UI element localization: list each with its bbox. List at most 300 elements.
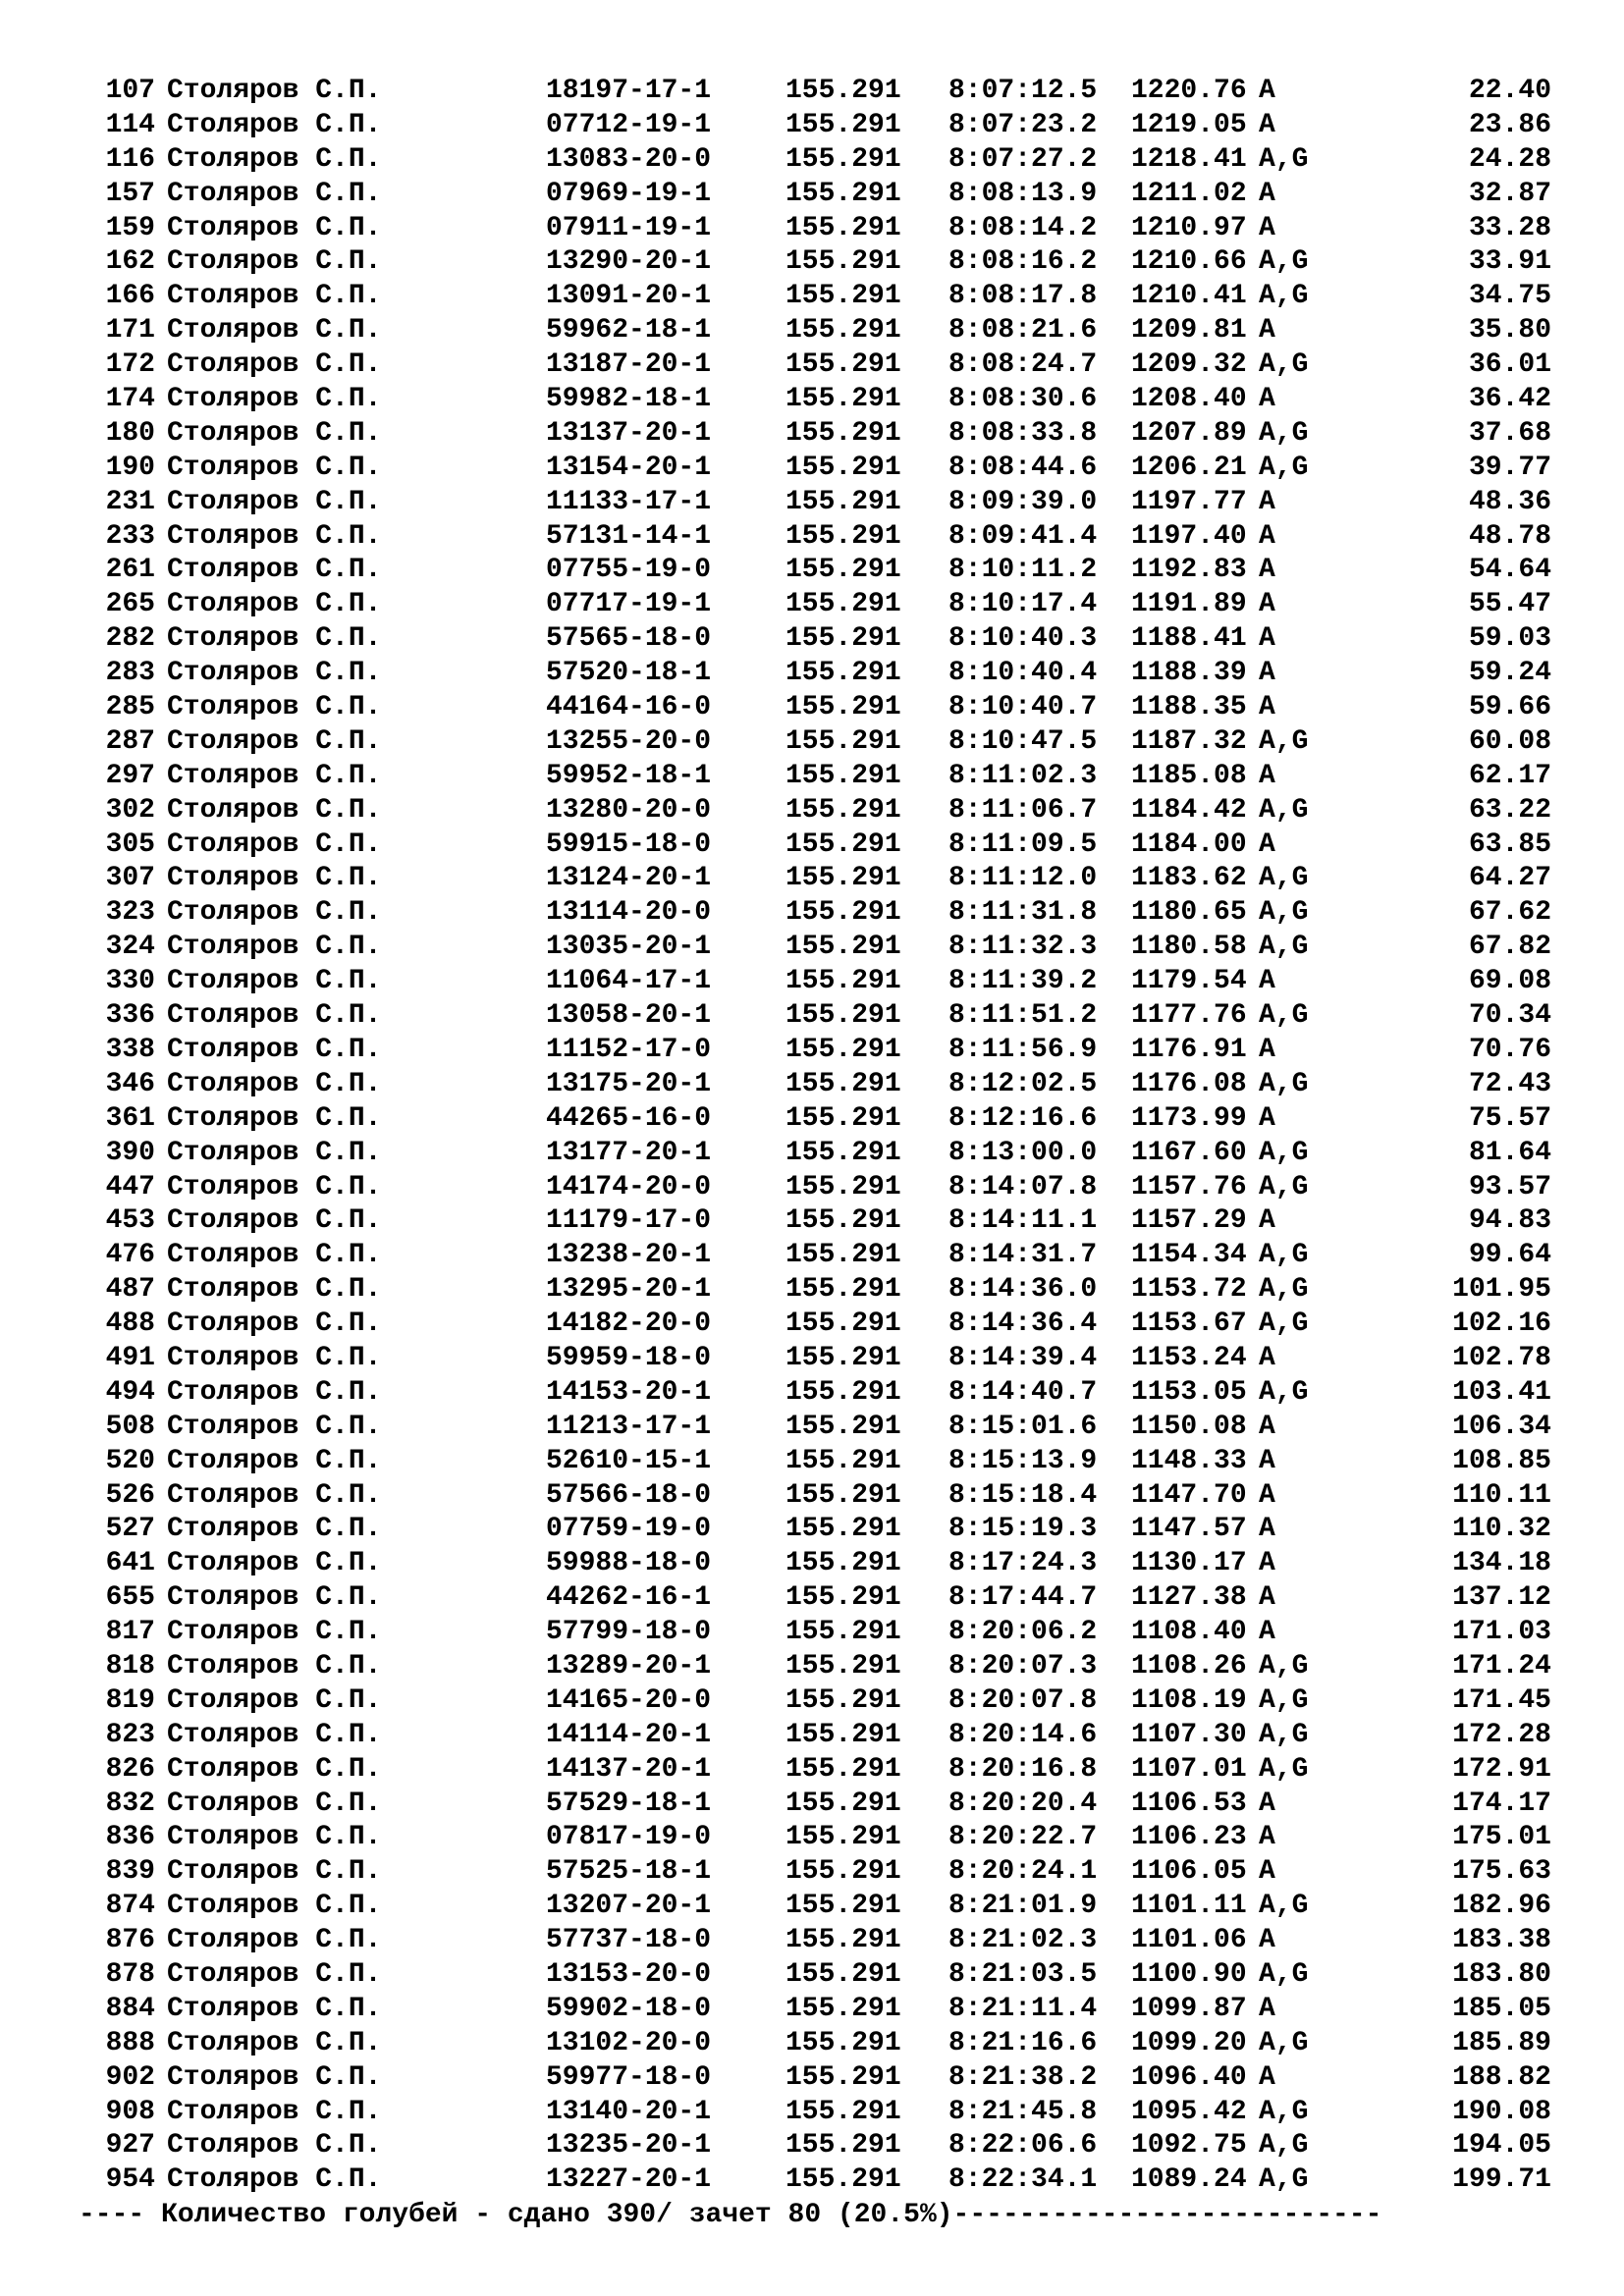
coefficient-cell: 103.41 xyxy=(1452,1376,1551,1408)
arrival-time-cell: 8:11:39.2 xyxy=(948,966,1098,997)
place-cell: 285 xyxy=(105,692,155,723)
flags-cell: A,G xyxy=(1259,2164,1309,2196)
ring-number-cell: 57131-14-1 xyxy=(546,520,712,552)
place-cell: 390 xyxy=(105,1137,155,1168)
speed-cell: 1180.58 xyxy=(1131,932,1247,963)
distance-cell: 155.291 xyxy=(785,1376,901,1408)
table-row xyxy=(0,2061,1624,2096)
name-cell: Столяров С.П. xyxy=(167,2130,382,2162)
distance-cell: 155.291 xyxy=(785,1582,901,1614)
arrival-time-cell: 8:13:00.0 xyxy=(948,1137,1098,1168)
name-cell: Столяров С.П. xyxy=(167,2061,382,2093)
place-cell: 361 xyxy=(105,1102,155,1134)
flags-cell: A xyxy=(1259,1582,1275,1614)
coefficient-cell: 75.57 xyxy=(1468,1102,1551,1134)
name-cell: Столяров С.П. xyxy=(167,1822,382,1853)
flags-cell: A xyxy=(1259,1102,1275,1134)
arrival-time-cell: 8:21:45.8 xyxy=(948,2096,1098,2127)
arrival-time-cell: 8:08:33.8 xyxy=(948,417,1098,449)
arrival-time-cell: 8:14:39.4 xyxy=(948,1342,1098,1373)
place-cell: 908 xyxy=(105,2096,155,2127)
coefficient-cell: 35.80 xyxy=(1468,315,1551,347)
ring-number-cell: 13124-20-1 xyxy=(546,863,712,894)
table-row xyxy=(0,896,1624,931)
coefficient-cell: 36.01 xyxy=(1468,349,1551,381)
arrival-time-cell: 8:11:12.0 xyxy=(948,863,1098,894)
speed-cell: 1207.89 xyxy=(1131,417,1247,449)
speed-cell: 1184.00 xyxy=(1131,828,1247,860)
results-table xyxy=(0,75,1624,2198)
ring-number-cell: 13280-20-0 xyxy=(546,794,712,826)
table-row xyxy=(0,1788,1624,1822)
coefficient-cell: 64.27 xyxy=(1468,863,1551,894)
arrival-time-cell: 8:11:31.8 xyxy=(948,897,1098,929)
coefficient-cell: 23.86 xyxy=(1468,109,1551,140)
distance-cell: 155.291 xyxy=(785,1856,901,1888)
table-row xyxy=(0,828,1624,863)
ring-number-cell: 13153-20-0 xyxy=(546,1958,712,1990)
distance-cell: 155.291 xyxy=(785,2061,901,2093)
ring-number-cell: 13114-20-0 xyxy=(546,897,712,929)
coefficient-cell: 137.12 xyxy=(1452,1582,1551,1614)
arrival-time-cell: 8:14:11.1 xyxy=(948,1205,1098,1237)
flags-cell: A,G xyxy=(1259,2130,1309,2162)
speed-cell: 1179.54 xyxy=(1131,966,1247,997)
flags-cell: A,G xyxy=(1259,1274,1309,1306)
coefficient-cell: 183.38 xyxy=(1452,1925,1551,1956)
distance-cell: 155.291 xyxy=(785,1445,901,1476)
speed-cell: 1148.33 xyxy=(1131,1445,1247,1476)
name-cell: Столяров С.П. xyxy=(167,725,382,757)
name-cell: Столяров С.П. xyxy=(167,2027,382,2058)
table-row xyxy=(0,1993,1624,2027)
place-cell: 261 xyxy=(105,555,155,586)
flags-cell: A,G xyxy=(1259,1958,1309,1990)
distance-cell: 155.291 xyxy=(785,1650,901,1682)
speed-cell: 1147.57 xyxy=(1131,1514,1247,1545)
name-cell: Столяров С.П. xyxy=(167,178,382,209)
name-cell: Столяров С.П. xyxy=(167,1925,382,1956)
name-cell: Столяров С.П. xyxy=(167,2096,382,2127)
distance-cell: 155.291 xyxy=(785,1411,901,1442)
table-row xyxy=(0,1821,1624,1855)
table-row xyxy=(0,2096,1624,2130)
distance-cell: 155.291 xyxy=(785,281,901,312)
place-cell: 884 xyxy=(105,1993,155,2024)
flags-cell: A xyxy=(1259,1034,1275,1065)
arrival-time-cell: 8:08:44.6 xyxy=(948,452,1098,483)
place-cell: 159 xyxy=(105,212,155,243)
place-cell: 323 xyxy=(105,897,155,929)
arrival-time-cell: 8:15:18.4 xyxy=(948,1479,1098,1511)
ring-number-cell: 57799-18-0 xyxy=(546,1617,712,1648)
name-cell: Столяров С.П. xyxy=(167,897,382,929)
arrival-time-cell: 8:20:07.3 xyxy=(948,1650,1098,1682)
name-cell: Столяров С.П. xyxy=(167,1274,382,1306)
place-cell: 282 xyxy=(105,623,155,655)
ring-number-cell: 14182-20-0 xyxy=(546,1308,712,1340)
ring-number-cell: 44262-16-1 xyxy=(546,1582,712,1614)
flags-cell: A xyxy=(1259,1445,1275,1476)
ring-number-cell: 57565-18-0 xyxy=(546,623,712,655)
flags-cell: A,G xyxy=(1259,1753,1309,1785)
speed-cell: 1209.81 xyxy=(1131,315,1247,347)
place-cell: 527 xyxy=(105,1514,155,1545)
name-cell: Столяров С.П. xyxy=(167,1068,382,1099)
arrival-time-cell: 8:09:39.0 xyxy=(948,486,1098,517)
table-row xyxy=(0,657,1624,691)
ring-number-cell: 13207-20-1 xyxy=(546,1891,712,1922)
flags-cell: A xyxy=(1259,692,1275,723)
speed-cell: 1092.75 xyxy=(1131,2130,1247,2162)
ring-number-cell: 57737-18-0 xyxy=(546,1925,712,1956)
arrival-time-cell: 8:14:36.0 xyxy=(948,1274,1098,1306)
name-cell: Столяров С.П. xyxy=(167,1753,382,1785)
table-row xyxy=(0,1547,1624,1581)
arrival-time-cell: 8:21:01.9 xyxy=(948,1891,1098,1922)
table-row xyxy=(0,1171,1624,1205)
arrival-time-cell: 8:20:20.4 xyxy=(948,1788,1098,1819)
arrival-time-cell: 8:07:27.2 xyxy=(948,143,1098,175)
table-row xyxy=(0,520,1624,555)
flags-cell: A,G xyxy=(1259,1684,1309,1716)
speed-cell: 1154.34 xyxy=(1131,1240,1247,1271)
distance-cell: 155.291 xyxy=(785,384,901,415)
flags-cell: A xyxy=(1259,1514,1275,1545)
distance-cell: 155.291 xyxy=(785,863,901,894)
place-cell: 180 xyxy=(105,417,155,449)
place-cell: 839 xyxy=(105,1856,155,1888)
place-cell: 874 xyxy=(105,1891,155,1922)
table-row xyxy=(0,691,1624,725)
name-cell: Столяров С.П. xyxy=(167,863,382,894)
speed-cell: 1185.08 xyxy=(1131,760,1247,791)
coefficient-cell: 199.71 xyxy=(1452,2164,1551,2196)
speed-cell: 1167.60 xyxy=(1131,1137,1247,1168)
name-cell: Столяров С.П. xyxy=(167,692,382,723)
distance-cell: 155.291 xyxy=(785,932,901,963)
distance-cell: 155.291 xyxy=(785,1102,901,1134)
coefficient-cell: 36.42 xyxy=(1468,384,1551,415)
speed-cell: 1211.02 xyxy=(1131,178,1247,209)
flags-cell: A,G xyxy=(1259,1719,1309,1750)
name-cell: Столяров С.П. xyxy=(167,1684,382,1716)
distance-cell: 155.291 xyxy=(785,828,901,860)
table-row xyxy=(0,1958,1624,1993)
coefficient-cell: 185.05 xyxy=(1452,1993,1551,2024)
name-cell: Столяров С.П. xyxy=(167,760,382,791)
arrival-time-cell: 8:21:16.6 xyxy=(948,2027,1098,2058)
name-cell: Столяров С.П. xyxy=(167,520,382,552)
coefficient-cell: 59.66 xyxy=(1468,692,1551,723)
distance-cell: 155.291 xyxy=(785,1308,901,1340)
name-cell: Столяров С.П. xyxy=(167,246,382,278)
flags-cell: A xyxy=(1259,212,1275,243)
distance-cell: 155.291 xyxy=(785,725,901,757)
place-cell: 107 xyxy=(105,76,155,106)
arrival-time-cell: 8:20:16.8 xyxy=(948,1753,1098,1785)
table-row xyxy=(0,75,1624,109)
name-cell: Столяров С.П. xyxy=(167,1240,382,1271)
coefficient-cell: 171.03 xyxy=(1452,1617,1551,1648)
arrival-time-cell: 8:11:02.3 xyxy=(948,760,1098,791)
flags-cell: A xyxy=(1259,760,1275,791)
flags-cell: A xyxy=(1259,1856,1275,1888)
ring-number-cell: 59982-18-1 xyxy=(546,384,712,415)
coefficient-cell: 48.36 xyxy=(1468,486,1551,517)
distance-cell: 155.291 xyxy=(785,760,901,791)
distance-cell: 155.291 xyxy=(785,1342,901,1373)
speed-cell: 1106.05 xyxy=(1131,1856,1247,1888)
speed-cell: 1106.53 xyxy=(1131,1788,1247,1819)
table-row xyxy=(0,1445,1624,1479)
table-row xyxy=(0,1034,1624,1068)
table-row xyxy=(0,725,1624,760)
ring-number-cell: 11179-17-0 xyxy=(546,1205,712,1237)
table-row xyxy=(0,143,1624,178)
speed-cell: 1089.24 xyxy=(1131,2164,1247,2196)
speed-cell: 1108.40 xyxy=(1131,1617,1247,1648)
coefficient-cell: 60.08 xyxy=(1468,725,1551,757)
ring-number-cell: 59915-18-0 xyxy=(546,828,712,860)
place-cell: 526 xyxy=(105,1479,155,1511)
arrival-time-cell: 8:21:03.5 xyxy=(948,1958,1098,1990)
distance-cell: 155.291 xyxy=(785,486,901,517)
speed-cell: 1153.67 xyxy=(1131,1308,1247,1340)
coefficient-cell: 172.91 xyxy=(1452,1753,1551,1785)
coefficient-cell: 182.96 xyxy=(1452,1891,1551,1922)
table-row xyxy=(0,1890,1624,1924)
place-cell: 447 xyxy=(105,1171,155,1202)
table-row xyxy=(0,1513,1624,1547)
name-cell: Столяров С.П. xyxy=(167,212,382,243)
speed-cell: 1130.17 xyxy=(1131,1548,1247,1579)
ring-number-cell: 07755-19-0 xyxy=(546,555,712,586)
name-cell: Столяров С.П. xyxy=(167,1788,382,1819)
place-cell: 338 xyxy=(105,1034,155,1065)
arrival-time-cell: 8:15:01.6 xyxy=(948,1411,1098,1442)
place-cell: 171 xyxy=(105,315,155,347)
speed-cell: 1209.32 xyxy=(1131,349,1247,381)
speed-cell: 1176.91 xyxy=(1131,1034,1247,1065)
place-cell: 655 xyxy=(105,1582,155,1614)
coefficient-cell: 174.17 xyxy=(1452,1788,1551,1819)
coefficient-cell: 63.22 xyxy=(1468,794,1551,826)
name-cell: Столяров С.П. xyxy=(167,1719,382,1750)
ring-number-cell: 13058-20-1 xyxy=(546,1000,712,1032)
ring-number-cell: 57566-18-0 xyxy=(546,1479,712,1511)
arrival-time-cell: 8:10:40.7 xyxy=(948,692,1098,723)
flags-cell: A,G xyxy=(1259,1171,1309,1202)
name-cell: Столяров С.П. xyxy=(167,486,382,517)
speed-cell: 1187.32 xyxy=(1131,725,1247,757)
distance-cell: 155.291 xyxy=(785,1171,901,1202)
place-cell: 836 xyxy=(105,1822,155,1853)
place-cell: 116 xyxy=(105,143,155,175)
coefficient-cell: 72.43 xyxy=(1468,1068,1551,1099)
ring-number-cell: 13177-20-1 xyxy=(546,1137,712,1168)
coefficient-cell: 67.62 xyxy=(1468,897,1551,929)
arrival-time-cell: 8:22:06.6 xyxy=(948,2130,1098,2162)
coefficient-cell: 185.89 xyxy=(1452,2027,1551,2058)
place-cell: 520 xyxy=(105,1445,155,1476)
ring-number-cell: 59902-18-0 xyxy=(546,1993,712,2024)
name-cell: Столяров С.П. xyxy=(167,417,382,449)
distance-cell: 155.291 xyxy=(785,1514,901,1545)
place-cell: 166 xyxy=(105,281,155,312)
speed-cell: 1220.76 xyxy=(1131,76,1247,106)
arrival-time-cell: 8:10:11.2 xyxy=(948,555,1098,586)
name-cell: Столяров С.П. xyxy=(167,1650,382,1682)
speed-cell: 1197.77 xyxy=(1131,486,1247,517)
table-row xyxy=(0,622,1624,657)
distance-cell: 155.291 xyxy=(785,520,901,552)
distance-cell: 155.291 xyxy=(785,246,901,278)
distance-cell: 155.291 xyxy=(785,109,901,140)
speed-cell: 1108.19 xyxy=(1131,1684,1247,1716)
distance-cell: 155.291 xyxy=(785,1137,901,1168)
speed-cell: 1188.39 xyxy=(1131,658,1247,689)
distance-cell: 155.291 xyxy=(785,143,901,175)
place-cell: 888 xyxy=(105,2027,155,2058)
coefficient-cell: 59.24 xyxy=(1468,658,1551,689)
distance-cell: 155.291 xyxy=(785,2130,901,2162)
table-row xyxy=(0,965,1624,999)
name-cell: Столяров С.П. xyxy=(167,2164,382,2196)
ring-number-cell: 57520-18-1 xyxy=(546,658,712,689)
ring-number-cell: 13187-20-1 xyxy=(546,349,712,381)
speed-cell: 1127.38 xyxy=(1131,1582,1247,1614)
coefficient-cell: 55.47 xyxy=(1468,589,1551,620)
distance-cell: 155.291 xyxy=(785,1617,901,1648)
arrival-time-cell: 8:20:24.1 xyxy=(948,1856,1098,1888)
arrival-time-cell: 8:17:44.7 xyxy=(948,1582,1098,1614)
name-cell: Столяров С.П. xyxy=(167,1102,382,1134)
table-row xyxy=(0,2129,1624,2163)
ring-number-cell: 13255-20-0 xyxy=(546,725,712,757)
flags-cell: A,G xyxy=(1259,725,1309,757)
table-row xyxy=(0,931,1624,965)
flags-cell: A,G xyxy=(1259,794,1309,826)
speed-cell: 1096.40 xyxy=(1131,2061,1247,2093)
distance-cell: 155.291 xyxy=(785,589,901,620)
table-row xyxy=(0,1684,1624,1719)
flags-cell: A xyxy=(1259,623,1275,655)
speed-cell: 1210.97 xyxy=(1131,212,1247,243)
ring-number-cell: 59977-18-0 xyxy=(546,2061,712,2093)
speed-cell: 1100.90 xyxy=(1131,1958,1247,1990)
table-row xyxy=(0,280,1624,314)
speed-cell: 1101.06 xyxy=(1131,1925,1247,1956)
coefficient-cell: 171.45 xyxy=(1452,1684,1551,1716)
arrival-time-cell: 8:11:32.3 xyxy=(948,932,1098,963)
distance-cell: 155.291 xyxy=(785,1993,901,2024)
ring-number-cell: 13102-20-0 xyxy=(546,2027,712,2058)
place-cell: 287 xyxy=(105,725,155,757)
table-row xyxy=(0,1342,1624,1376)
ring-number-cell: 13227-20-1 xyxy=(546,2164,712,2196)
ring-number-cell: 14165-20-0 xyxy=(546,1684,712,1716)
flags-cell: A,G xyxy=(1259,1137,1309,1168)
arrival-time-cell: 8:14:36.4 xyxy=(948,1308,1098,1340)
flags-cell: A,G xyxy=(1259,2096,1309,2127)
ring-number-cell: 14153-20-1 xyxy=(546,1376,712,1408)
table-row xyxy=(0,212,1624,246)
speed-cell: 1176.08 xyxy=(1131,1068,1247,1099)
distance-cell: 155.291 xyxy=(785,1788,901,1819)
place-cell: 902 xyxy=(105,2061,155,2093)
ring-number-cell: 11133-17-1 xyxy=(546,486,712,517)
place-cell: 302 xyxy=(105,794,155,826)
ring-number-cell: 11064-17-1 xyxy=(546,966,712,997)
distance-cell: 155.291 xyxy=(785,1719,901,1750)
table-row xyxy=(0,486,1624,520)
arrival-time-cell: 8:08:16.2 xyxy=(948,246,1098,278)
distance-cell: 155.291 xyxy=(785,1000,901,1032)
flags-cell: A xyxy=(1259,1788,1275,1819)
arrival-time-cell: 8:14:07.8 xyxy=(948,1171,1098,1202)
ring-number-cell: 07969-19-1 xyxy=(546,178,712,209)
place-cell: 487 xyxy=(105,1274,155,1306)
ring-number-cell: 07712-19-1 xyxy=(546,109,712,140)
coefficient-cell: 34.75 xyxy=(1468,281,1551,312)
speed-cell: 1107.30 xyxy=(1131,1719,1247,1750)
table-row xyxy=(0,1239,1624,1273)
distance-cell: 155.291 xyxy=(785,2164,901,2196)
place-cell: 878 xyxy=(105,1958,155,1990)
ring-number-cell: 57529-18-1 xyxy=(546,1788,712,1819)
speed-cell: 1180.65 xyxy=(1131,897,1247,929)
name-cell: Столяров С.П. xyxy=(167,1891,382,1922)
speed-cell: 1188.41 xyxy=(1131,623,1247,655)
name-cell: Столяров С.П. xyxy=(167,1479,382,1511)
speed-cell: 1099.87 xyxy=(1131,1993,1247,2024)
place-cell: 157 xyxy=(105,178,155,209)
arrival-time-cell: 8:11:09.5 xyxy=(948,828,1098,860)
speed-cell: 1095.42 xyxy=(1131,2096,1247,2127)
place-cell: 233 xyxy=(105,520,155,552)
flags-cell: A xyxy=(1259,486,1275,517)
flags-cell: A xyxy=(1259,76,1275,106)
ring-number-cell: 59988-18-0 xyxy=(546,1548,712,1579)
ring-number-cell: 13154-20-1 xyxy=(546,452,712,483)
arrival-time-cell: 8:12:16.6 xyxy=(948,1102,1098,1134)
ring-number-cell: 13289-20-1 xyxy=(546,1650,712,1682)
speed-cell: 1192.83 xyxy=(1131,555,1247,586)
ring-number-cell: 07759-19-0 xyxy=(546,1514,712,1545)
table-row xyxy=(0,862,1624,896)
coefficient-cell: 175.63 xyxy=(1452,1856,1551,1888)
ring-number-cell: 44164-16-0 xyxy=(546,692,712,723)
name-cell: Столяров С.П. xyxy=(167,1000,382,1032)
arrival-time-cell: 8:07:23.2 xyxy=(948,109,1098,140)
arrival-time-cell: 8:17:24.3 xyxy=(948,1548,1098,1579)
distance-cell: 155.291 xyxy=(785,1822,901,1853)
table-row xyxy=(0,178,1624,212)
flags-cell: A xyxy=(1259,966,1275,997)
table-row xyxy=(0,1650,1624,1684)
flags-cell: A xyxy=(1259,1925,1275,1956)
distance-cell: 155.291 xyxy=(785,178,901,209)
arrival-time-cell: 8:12:02.5 xyxy=(948,1068,1098,1099)
name-cell: Столяров С.П. xyxy=(167,1993,382,2024)
ring-number-cell: 57525-18-1 xyxy=(546,1856,712,1888)
table-row xyxy=(0,1204,1624,1239)
place-cell: 297 xyxy=(105,760,155,791)
table-row xyxy=(0,1273,1624,1308)
place-cell: 283 xyxy=(105,658,155,689)
arrival-time-cell: 8:20:14.6 xyxy=(948,1719,1098,1750)
